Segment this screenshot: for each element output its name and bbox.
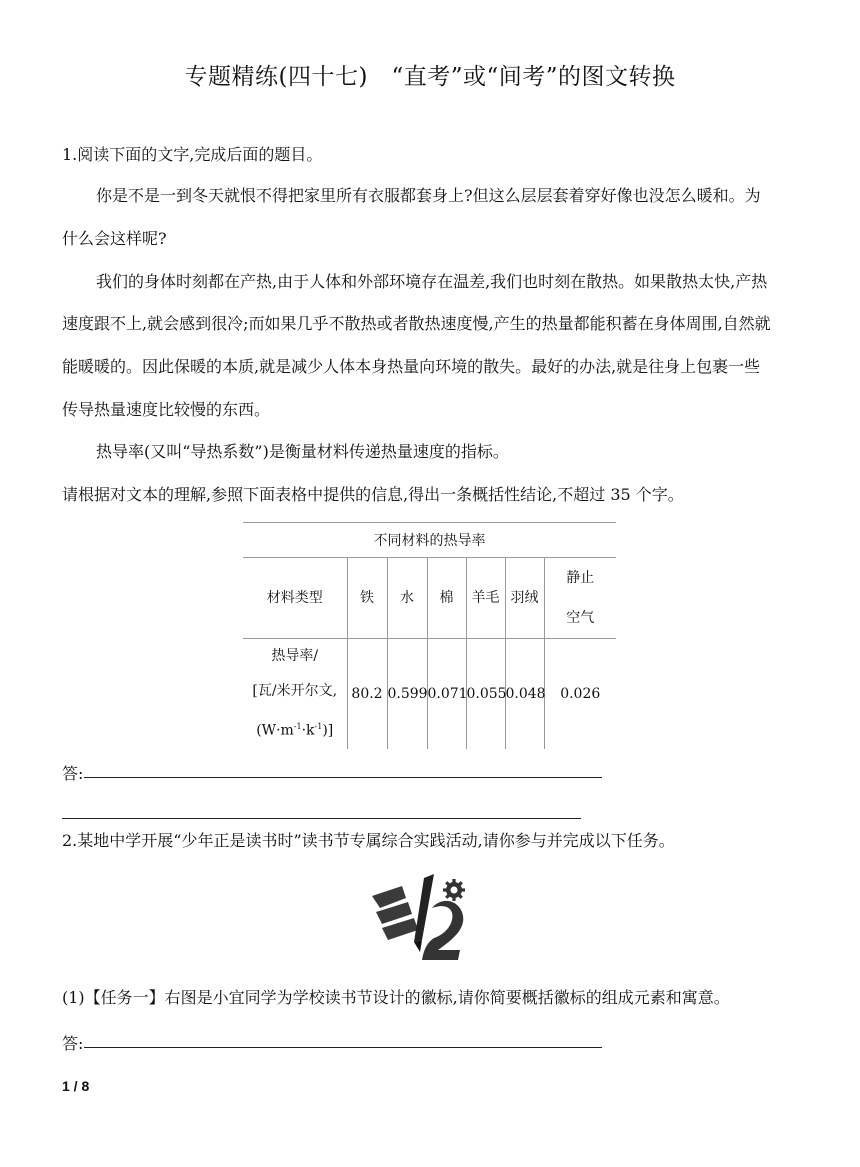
question-2-heading: 2.某地中学开展“少年正是读书时”读书节专属综合实践活动,请你参与并完成以下任务。 — [62, 831, 675, 850]
paragraph-3: 热导率(又叫“导热系数”)是衡量材料传递热量速度的指标。 — [96, 442, 509, 461]
value-water: 0.599 — [387, 639, 427, 749]
paragraph-2-line-3: 能暖暖的。因此保暖的本质,就是减少人体本身热量向环境的散失。最好的办法,就是往身上包裹一些 — [62, 357, 761, 376]
material-cotton: 棉 — [427, 558, 466, 639]
material-down: 羽绒 — [505, 558, 544, 639]
task-1-prompt: (1)【任务一】右图是小宜同学为学校读书节设计的徽标,请你简要概括徽标的组成元素和寓意。 — [62, 988, 730, 1007]
answer-line-3[interactable] — [84, 1047, 602, 1048]
material-water: 水 — [387, 558, 427, 639]
reading-festival-emblem — [362, 868, 492, 968]
material-wool: 羊毛 — [466, 558, 505, 639]
material-type-label: 材料类型 — [243, 558, 347, 639]
value-cotton: 0.071 — [427, 639, 466, 749]
question-2-answer-label: 答: — [62, 1034, 84, 1053]
thermal-conductivity-table — [243, 522, 616, 749]
answer-line-2[interactable] — [62, 818, 581, 819]
paragraph-1-line-2: 什么会这样呢? — [62, 229, 167, 248]
page-title: 专题精练(四十七) “直考”或“间考”的图文转换 — [184, 64, 676, 90]
value-wool: 0.055 — [466, 639, 505, 749]
thermal-conductivity-label: 热导率/ [瓦/米开尔文, $(W\cdot m^{-1}\cdot k^{-1})$] — [243, 639, 347, 749]
table-value-row — [243, 639, 616, 749]
table-caption: 不同材料的热导率 — [243, 523, 616, 558]
paragraph-2-line-1: 我们的身体时刻都在产热,由于人体和外部环境存在温差,我们也时刻在散热。如果散热太快,产热 — [96, 272, 768, 291]
paragraph-1-line-1: 你是不是一到冬天就恨不得把家里所有衣服都套身上?但这么层层套着穿好像也没怎么暖和。为 — [96, 186, 761, 205]
value-iron: 80.2 — [347, 639, 387, 749]
paragraph-2-line-4: 传导热量速度比较慢的东西。 — [62, 400, 271, 419]
material-still-air: 静止 空气 — [544, 558, 616, 639]
page-number: 1 / 8 — [62, 1078, 90, 1094]
question-1-instruction: 请根据对文本的理解,参照下面表格中提供的信息,得出一条概括性结论,不超过 35 个字。 — [62, 485, 684, 504]
answer-line-1[interactable] — [84, 777, 602, 778]
value-still-air: 0.026 — [544, 639, 616, 749]
material-iron: 铁 — [347, 558, 387, 639]
question-1-heading: 1.阅读下面的文字,完成后面的题目。 — [62, 145, 323, 164]
value-down: 0.048 — [505, 639, 544, 749]
gear-icon — [443, 879, 465, 901]
table-header-row — [243, 558, 616, 639]
paragraph-2-line-2: 速度跟不上,就会感到很冷;而如果几乎不散热或者散热速度慢,产生的热量都能积蓄在身体周围,自然就 — [62, 314, 771, 333]
question-1-answer-label: 答: — [62, 764, 84, 783]
